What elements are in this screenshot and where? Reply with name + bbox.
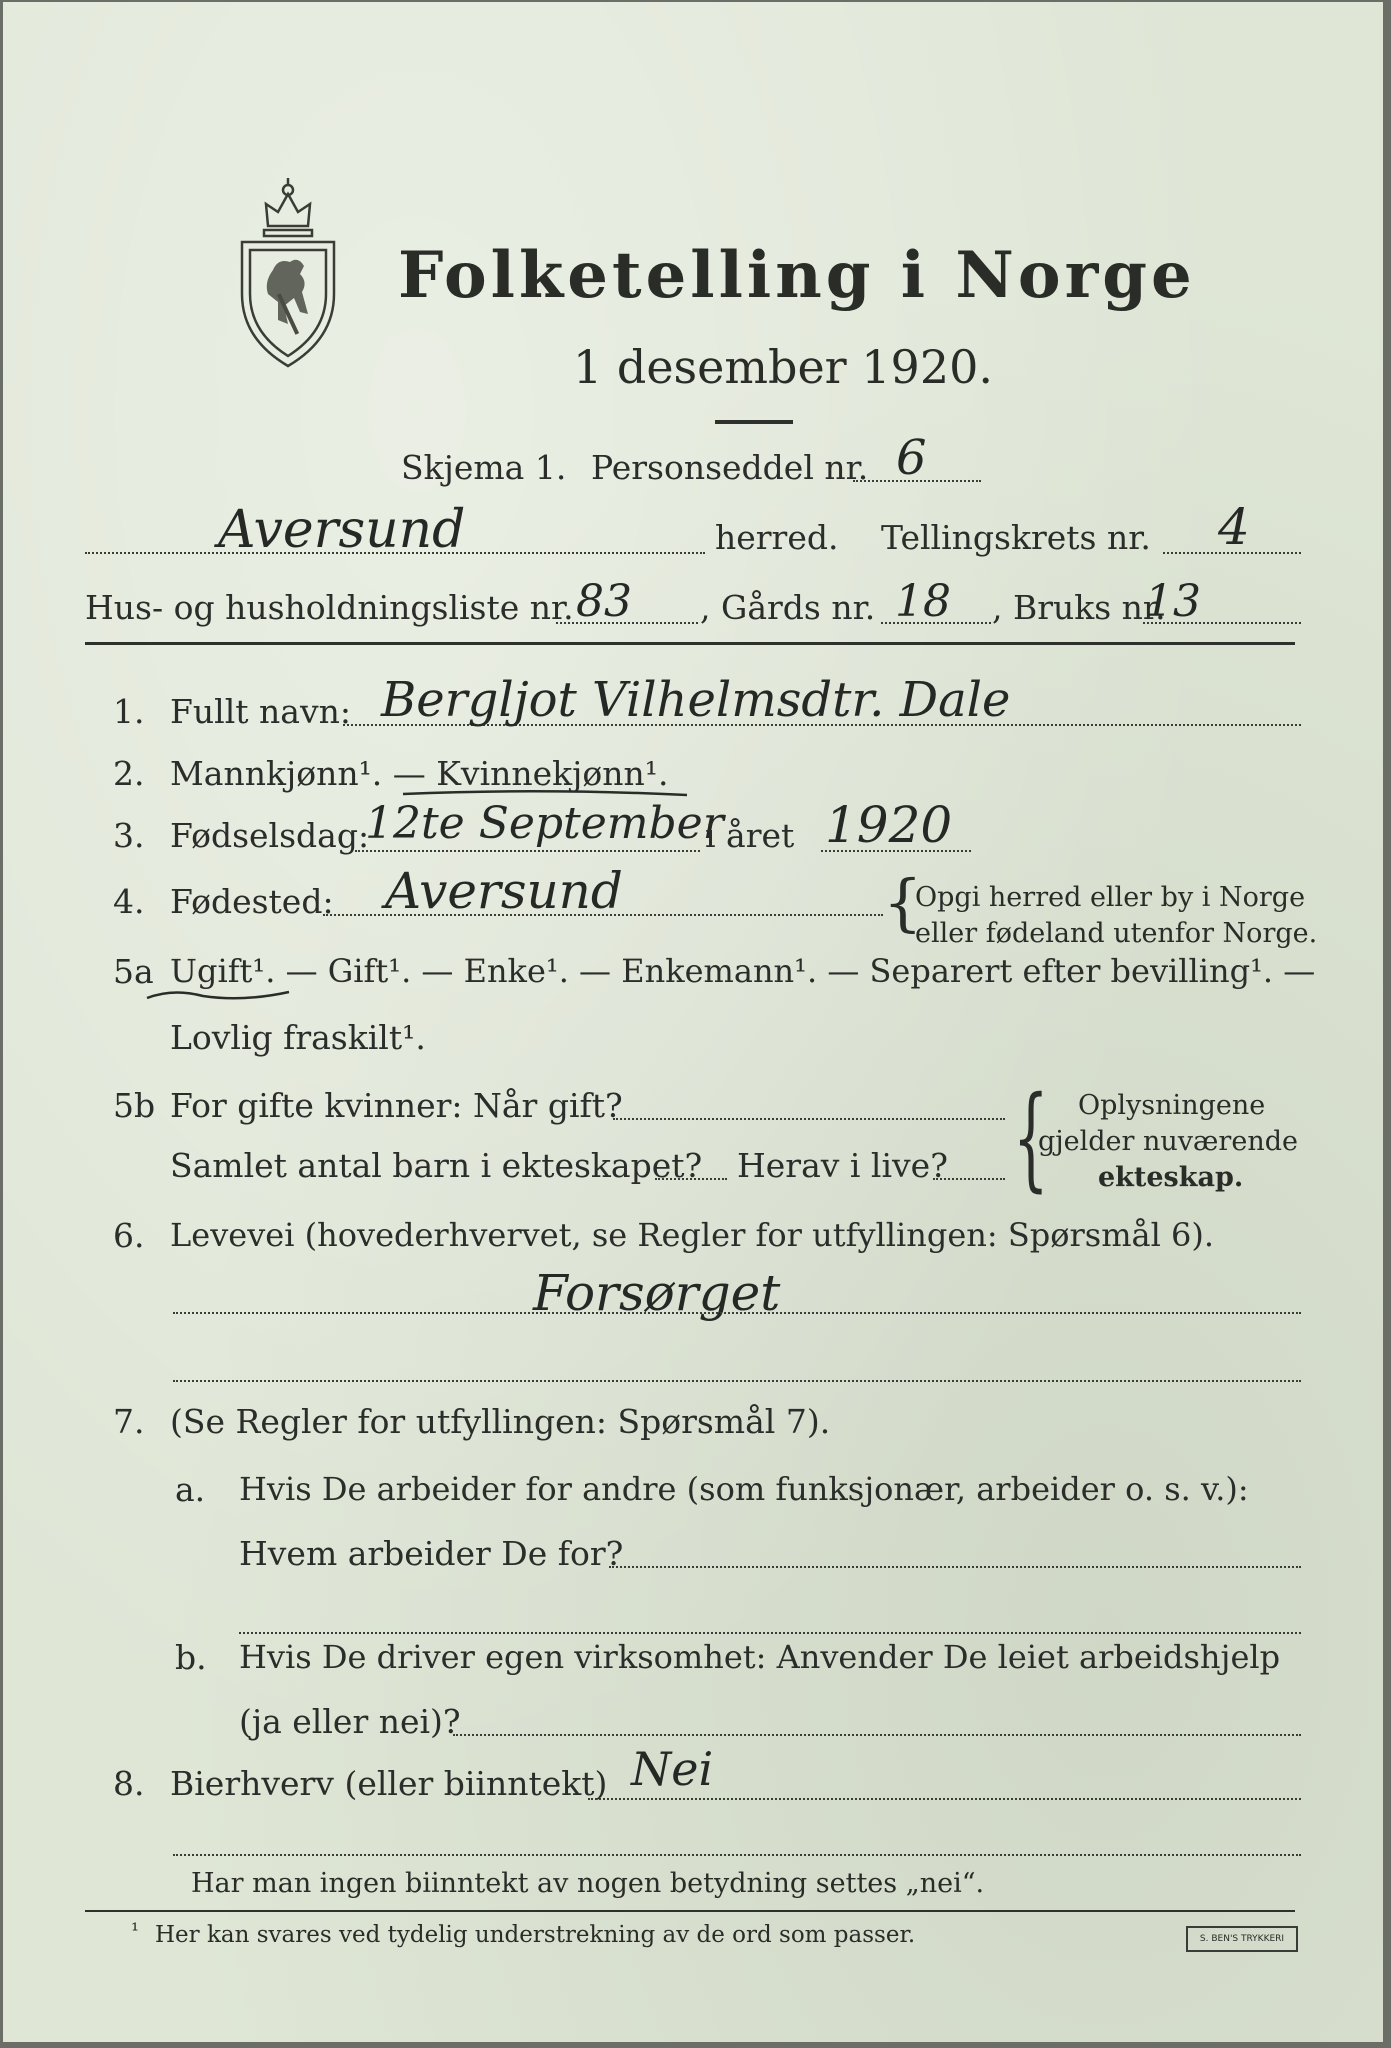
q3-answer[interactable]: 12te September — [365, 798, 724, 849]
q3-year[interactable]: 1920 — [825, 796, 953, 854]
q6-line1 — [173, 1312, 1301, 1314]
q7-number: 7. — [113, 1402, 145, 1441]
q7b-line — [453, 1734, 1301, 1736]
q7-label: (Se Regler for utfyllingen: Spørsmål 7). — [170, 1402, 831, 1441]
q7a-letter: a. — [175, 1470, 206, 1509]
q4-note-line1: Opgi herred eller by i Norge — [915, 882, 1306, 913]
title-divider — [715, 420, 793, 424]
q6-number: 6. — [113, 1216, 145, 1255]
q7a-line-extra — [239, 1632, 1301, 1634]
q6-answer[interactable]: Forsørget — [533, 1264, 781, 1322]
footnote-divider — [85, 1910, 1295, 1912]
bruks-label: , Bruks nr. — [992, 588, 1166, 627]
q1-label: Fullt navn: — [170, 692, 351, 731]
q5b-children-line — [655, 1178, 727, 1180]
q7a-line1: Hvis De arbeider for andre (som funksjonær, arbeider o. s. v.): — [239, 1470, 1249, 1508]
herred-label: herred. — [715, 518, 839, 557]
census-form — [3, 2, 1383, 2042]
q7b-line2: (ja eller nei)? — [239, 1702, 461, 1741]
q5b-note3: ekteskap. — [1098, 1162, 1244, 1193]
q1-answer[interactable]: Bergljot Vilhelmsdtr. Dale — [381, 672, 1011, 728]
gards-label: , Gårds nr. — [700, 588, 876, 627]
q7b-line1: Hvis De driver egen virksomhet: Anvender De leiet arbeidshjelp — [239, 1638, 1281, 1676]
q3-number: 3. — [113, 816, 145, 855]
q5b-alive-label: Herav i live? — [737, 1146, 948, 1185]
q6-line2 — [173, 1380, 1301, 1382]
q5b-children-label: Samlet antal barn i ekteskapet? — [170, 1146, 703, 1185]
q5a-number: 5a — [113, 952, 154, 991]
q4-note-line2: eller fødeland utenfor Norge. — [915, 918, 1318, 949]
hus-value[interactable]: 83 — [576, 576, 632, 627]
header-divider — [85, 642, 1295, 645]
q5a-underline-mark — [143, 986, 293, 1006]
q5a-line1: Ugift¹. — Gift¹. — Enke¹. — Enkemann¹. — Separert efter bevilling¹. — — [170, 952, 1316, 990]
q7b-letter: b. — [175, 1638, 207, 1677]
q3-year-label: i året — [705, 816, 795, 855]
q3-day-line — [355, 850, 700, 852]
q7a-line — [609, 1566, 1301, 1568]
personseddel-value[interactable]: 6 — [896, 430, 927, 486]
q5b-number: 5b — [113, 1086, 156, 1125]
q8-answer[interactable]: Nei — [631, 1742, 714, 1796]
herred-value[interactable]: Aversund — [218, 500, 466, 560]
bruks-value[interactable]: 13 — [1145, 576, 1201, 627]
q7a-line2: Hvem arbeider De for? — [239, 1534, 624, 1573]
q5b-note2: gjelder nuværende — [1038, 1126, 1298, 1157]
footnote-mark: ¹ — [131, 1918, 140, 1942]
personseddel-label: Personseddel nr. — [591, 448, 869, 487]
hus-label: Hus- og husholdningsliste nr. — [85, 588, 574, 627]
footer-note: Har man ingen biinntekt av nogen betydning settes „nei“. — [191, 1868, 985, 1899]
q3-label: Fødselsdag: — [170, 816, 370, 855]
q4-label: Fødested: — [170, 882, 334, 921]
tellingskrets-value[interactable]: 4 — [1218, 498, 1250, 556]
q8-line2 — [173, 1854, 1301, 1856]
q6-label: Levevei (hovederhvervet, se Regler for utfyllingen: Spørsmål 6). — [170, 1216, 1215, 1254]
q2-number: 2. — [113, 754, 145, 793]
tellingskrets-label: Tellingskrets nr. — [881, 518, 1151, 557]
q4-number: 4. — [113, 882, 145, 921]
printer-stamp — [1186, 1926, 1298, 1952]
footnote-text: Her kan svares ved tydelig understrekning av de ord som passer. — [155, 1922, 916, 1948]
q5a-line2: Lovlig fraskilt¹. — [170, 1018, 426, 1057]
q5b-note1: Oplysningene — [1078, 1090, 1266, 1121]
census-date: 1 desember 1920. — [573, 340, 993, 394]
q8-label: Bierhverv (eller biinntekt) — [170, 1764, 608, 1803]
q1-number: 1. — [113, 692, 145, 731]
form-title: Folketelling i Norge — [398, 238, 1196, 313]
schema-label: Skjema 1. — [401, 448, 567, 487]
gards-value[interactable]: 18 — [895, 576, 951, 627]
q8-number: 8. — [113, 1764, 145, 1803]
q8-line — [588, 1798, 1301, 1800]
q4-brace: { — [883, 866, 923, 939]
coat-of-arms-icon — [228, 174, 348, 374]
q5b-brace: { — [1013, 1073, 1049, 1203]
q5b-alive-line — [933, 1178, 1005, 1180]
q4-answer[interactable]: Aversund — [385, 862, 623, 920]
q5b-line1: For gifte kvinner: Når gift? — [170, 1086, 623, 1125]
printer-stamp-text: S. BEN'S TRYKKERI — [1199, 1934, 1285, 1944]
q5b-when-line — [613, 1118, 1005, 1120]
q2-label: Mannkjønn¹. — Kvinnekjønn¹. — [170, 754, 669, 793]
